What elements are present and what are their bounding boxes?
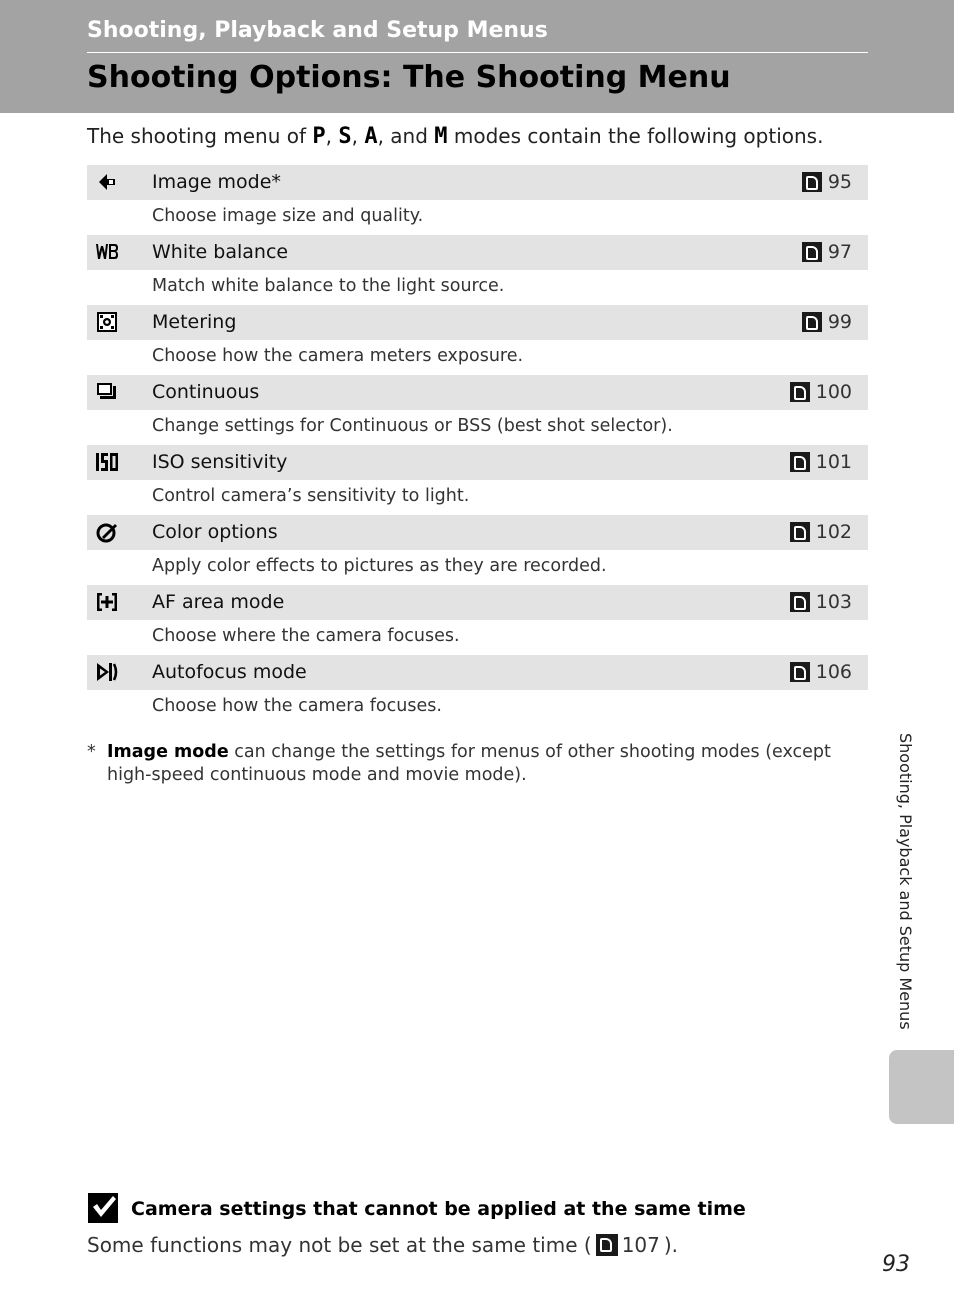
note-body-suffix: ). (663, 1233, 679, 1257)
intro-sep-3: , and (377, 124, 428, 148)
page-ref-icon (790, 382, 810, 402)
page-ref-number: 97 (827, 241, 852, 263)
header-band (0, 0, 954, 113)
menu-item-description: Choose how the camera focuses. (152, 696, 442, 716)
intro-sep-1: , (325, 124, 332, 148)
menu-item-description: Change settings for Continuous or BSS (best shot selector). (152, 416, 673, 436)
metering-icon (95, 311, 119, 333)
footnote-body (87, 741, 857, 787)
footnote-bold-term: Image mode (107, 742, 229, 762)
page-ref-number: 103 (815, 591, 852, 613)
note-body-prefix: Some functions may not be set at the same time ( (87, 1233, 592, 1257)
page-ref-number: 100 (815, 381, 852, 403)
intro-sep-2: , (351, 124, 358, 148)
menu-row-image-mode (87, 165, 868, 200)
menu-row-metering (87, 305, 868, 340)
section-title: Shooting, Playback and Setup Menus (87, 18, 548, 43)
mode-s-glyph: S (338, 124, 352, 149)
menu-item-description: Match white balance to the light source. (152, 276, 505, 296)
menu-item-name: ISO sensitivity (152, 451, 288, 473)
note-page-ref-number: 107 (621, 1233, 660, 1257)
menu-item-description: Choose how the camera meters exposure. (152, 346, 524, 366)
menu-row-description (87, 550, 868, 585)
page-ref-number: 95 (827, 171, 852, 193)
page-ref-number: 99 (827, 311, 852, 333)
side-section-label: Shooting, Playback and Setup Menus (896, 733, 915, 1030)
page-ref-number: 102 (815, 521, 852, 543)
iso-icon (95, 451, 119, 473)
menu-row-description (87, 200, 868, 235)
page-number: 93 (882, 1252, 910, 1277)
color-options-icon (95, 521, 119, 543)
mode-a-glyph: A (364, 124, 378, 149)
page-ref-number: 101 (815, 451, 852, 473)
mode-m-glyph: M (434, 124, 448, 149)
menu-row-iso-sensitivity (87, 445, 868, 480)
page-reference (802, 241, 852, 263)
footnote-mark: * (87, 742, 96, 762)
page-ref-icon (790, 522, 810, 542)
menu-row-continuous (87, 375, 868, 410)
menu-item-description: Choose image size and quality. (152, 206, 424, 226)
page-ref-icon (790, 662, 810, 682)
menu-row-description (87, 340, 868, 375)
menu-row-color-options (87, 515, 868, 550)
menu-row-af-area-mode (87, 585, 868, 620)
menu-item-description: Choose where the camera focuses. (152, 626, 460, 646)
menu-row-description (87, 690, 868, 725)
page-ref-icon (802, 242, 822, 262)
menu-row-autofocus-mode (87, 655, 868, 690)
page-reference (790, 661, 852, 683)
autofocus-icon (95, 661, 119, 683)
shooting-menu-table (87, 165, 868, 725)
menu-item-description: Control camera’s sensitivity to light. (152, 486, 470, 506)
page-ref-icon (790, 452, 810, 472)
continuous-icon (95, 381, 119, 403)
page-reference (790, 381, 852, 403)
menu-item-name: Color options (152, 521, 278, 543)
mode-p-glyph: P (312, 124, 326, 149)
white-balance-icon (95, 241, 119, 263)
intro-paragraph (87, 124, 823, 149)
page-ref-icon (802, 172, 822, 192)
image-mode-icon (95, 171, 119, 193)
menu-item-name: AF area mode (152, 591, 285, 613)
page-title: Shooting Options: The Shooting Menu (87, 60, 731, 95)
menu-row-description (87, 270, 868, 305)
page-ref-icon (790, 592, 810, 612)
page-reference (790, 451, 852, 473)
checkmark-note-icon (88, 1193, 118, 1223)
menu-item-name: Metering (152, 311, 237, 333)
intro-prefix: The shooting menu of (87, 124, 307, 148)
page-ref-icon (802, 312, 822, 332)
menu-row-description (87, 410, 868, 445)
menu-item-description: Apply color effects to pictures as they are recorded. (152, 556, 607, 576)
page-reference (790, 591, 852, 613)
intro-suffix: modes contain the following options. (453, 124, 824, 148)
header-divider (87, 52, 868, 53)
footnote-text: can change the settings for menus of other shooting modes (except high-speed continuous mode and movie mode). (107, 742, 831, 785)
footnote (87, 741, 857, 787)
page-reference (802, 311, 852, 333)
menu-item-name: White balance (152, 241, 289, 263)
menu-item-name: Continuous (152, 381, 260, 403)
note-body (87, 1233, 678, 1257)
note-title: Camera settings that cannot be applied at the same time (131, 1198, 746, 1220)
menu-row-description (87, 620, 868, 655)
page-reference (790, 521, 852, 543)
menu-item-name: Autofocus mode (152, 661, 307, 683)
page-ref-number: 106 (815, 661, 852, 683)
menu-row-description (87, 480, 868, 515)
af-area-icon (95, 591, 119, 613)
menu-row-white-balance (87, 235, 868, 270)
page-reference (802, 171, 852, 193)
side-section-tab (889, 1050, 954, 1124)
menu-item-name: Image mode* (152, 171, 281, 193)
page-ref-icon (596, 1234, 618, 1256)
